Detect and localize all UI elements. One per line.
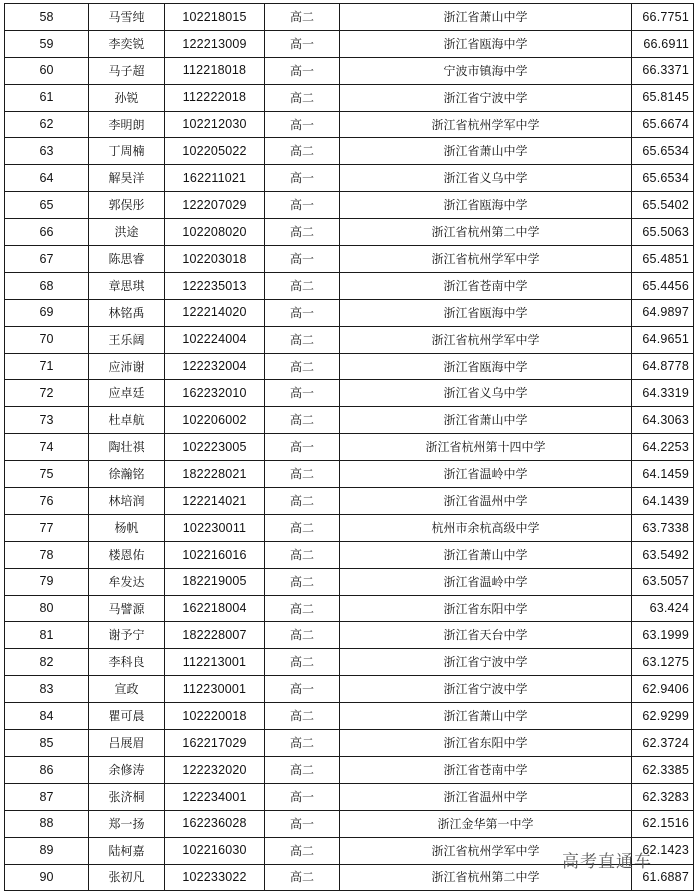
table-row xyxy=(5,353,694,380)
student-id-cell: 102205022 xyxy=(165,138,265,165)
table-row xyxy=(5,272,694,299)
rank-cell: 68 xyxy=(5,272,89,299)
rank-cell: 71 xyxy=(5,353,89,380)
rank-cell: 69 xyxy=(5,299,89,326)
rank-cell: 77 xyxy=(5,514,89,541)
score-cell: 63.1999 xyxy=(632,622,694,649)
student-id-cell: 112222018 xyxy=(165,84,265,111)
school-cell: 浙江省宁波中学 xyxy=(340,649,632,676)
grade-cell: 高一 xyxy=(265,434,340,461)
student-name-cell: 马雪纯 xyxy=(89,4,165,31)
grade-cell: 高二 xyxy=(265,730,340,757)
rank-cell: 60 xyxy=(5,57,89,84)
school-cell: 浙江省宁波中学 xyxy=(340,84,632,111)
school-cell: 浙江省义乌中学 xyxy=(340,380,632,407)
score-cell: 65.5402 xyxy=(632,192,694,219)
school-cell: 浙江省温州中学 xyxy=(340,783,632,810)
student-name-cell: 谢予宁 xyxy=(89,622,165,649)
school-cell: 浙江省天台中学 xyxy=(340,622,632,649)
student-name-cell: 李奕锐 xyxy=(89,30,165,57)
student-name-cell: 张初凡 xyxy=(89,864,165,891)
student-name-cell: 马子超 xyxy=(89,57,165,84)
score-cell: 62.9299 xyxy=(632,703,694,730)
grade-cell: 高二 xyxy=(265,461,340,488)
student-name-cell: 郑一扬 xyxy=(89,810,165,837)
school-cell: 浙江省宁波中学 xyxy=(340,676,632,703)
rank-cell: 89 xyxy=(5,837,89,864)
student-id-cell: 102233022 xyxy=(165,864,265,891)
grade-cell: 高二 xyxy=(265,541,340,568)
rank-cell: 76 xyxy=(5,488,89,515)
school-cell: 杭州市余杭高级中学 xyxy=(340,514,632,541)
grade-cell: 高二 xyxy=(265,326,340,353)
rank-cell: 75 xyxy=(5,461,89,488)
score-cell: 65.6534 xyxy=(632,138,694,165)
student-name-cell: 应沛谢 xyxy=(89,353,165,380)
rank-cell: 61 xyxy=(5,84,89,111)
student-id-cell: 122213009 xyxy=(165,30,265,57)
student-id-cell: 182219005 xyxy=(165,568,265,595)
student-name-cell: 李科良 xyxy=(89,649,165,676)
rank-cell: 64 xyxy=(5,165,89,192)
table-row xyxy=(5,165,694,192)
school-cell: 浙江省杭州学军中学 xyxy=(340,246,632,273)
table-row xyxy=(5,30,694,57)
school-cell: 浙江省瓯海中学 xyxy=(340,192,632,219)
table-row xyxy=(5,380,694,407)
student-id-cell: 162211021 xyxy=(165,165,265,192)
student-id-cell: 112213001 xyxy=(165,649,265,676)
student-id-cell: 122232020 xyxy=(165,756,265,783)
school-cell: 浙江省苍南中学 xyxy=(340,272,632,299)
score-cell: 65.4456 xyxy=(632,272,694,299)
student-id-cell: 162218004 xyxy=(165,595,265,622)
score-cell: 65.6674 xyxy=(632,111,694,138)
table-row xyxy=(5,434,694,461)
student-id-cell: 102203018 xyxy=(165,246,265,273)
school-cell: 浙江省萧山中学 xyxy=(340,4,632,31)
grade-cell: 高一 xyxy=(265,30,340,57)
student-name-cell: 张济桐 xyxy=(89,783,165,810)
school-cell: 浙江省杭州第十四中学 xyxy=(340,434,632,461)
score-cell: 64.2253 xyxy=(632,434,694,461)
student-id-cell: 102224004 xyxy=(165,326,265,353)
table-row xyxy=(5,676,694,703)
score-cell: 64.3319 xyxy=(632,380,694,407)
table-row xyxy=(5,514,694,541)
student-id-cell: 102223005 xyxy=(165,434,265,461)
student-id-cell: 102218015 xyxy=(165,4,265,31)
student-name-cell: 陶壮祺 xyxy=(89,434,165,461)
rank-cell: 85 xyxy=(5,730,89,757)
school-cell: 浙江省东阳中学 xyxy=(340,595,632,622)
score-cell: 62.3385 xyxy=(632,756,694,783)
table-row xyxy=(5,192,694,219)
school-cell: 浙江省杭州学军中学 xyxy=(340,326,632,353)
rank-cell: 63 xyxy=(5,138,89,165)
score-cell: 63.5492 xyxy=(632,541,694,568)
rank-cell: 81 xyxy=(5,622,89,649)
grade-cell: 高二 xyxy=(265,595,340,622)
grade-cell: 高二 xyxy=(265,864,340,891)
rank-cell: 74 xyxy=(5,434,89,461)
score-cell: 61.6887 xyxy=(632,864,694,891)
grade-cell: 高二 xyxy=(265,84,340,111)
student-id-cell: 102216030 xyxy=(165,837,265,864)
results-table xyxy=(4,3,694,891)
table-row xyxy=(5,541,694,568)
grade-cell: 高一 xyxy=(265,676,340,703)
student-id-cell: 122214021 xyxy=(165,488,265,515)
score-cell: 62.3283 xyxy=(632,783,694,810)
student-name-cell: 陈思睿 xyxy=(89,246,165,273)
student-name-cell: 丁周楠 xyxy=(89,138,165,165)
school-cell: 浙江省苍南中学 xyxy=(340,756,632,783)
student-id-cell: 102216016 xyxy=(165,541,265,568)
score-cell: 64.8778 xyxy=(632,353,694,380)
student-id-cell: 102208020 xyxy=(165,219,265,246)
table-row xyxy=(5,622,694,649)
student-id-cell: 102230011 xyxy=(165,514,265,541)
student-name-cell: 李明朗 xyxy=(89,111,165,138)
school-cell: 浙江省萧山中学 xyxy=(340,407,632,434)
student-name-cell: 牟发达 xyxy=(89,568,165,595)
school-cell: 浙江金华第一中学 xyxy=(340,810,632,837)
rank-cell: 87 xyxy=(5,783,89,810)
table-row xyxy=(5,488,694,515)
student-name-cell: 楼恩佑 xyxy=(89,541,165,568)
score-cell: 64.3063 xyxy=(632,407,694,434)
grade-cell: 高二 xyxy=(265,272,340,299)
student-id-cell: 122234001 xyxy=(165,783,265,810)
school-cell: 浙江省瓯海中学 xyxy=(340,30,632,57)
results-table-body xyxy=(5,4,694,891)
student-name-cell: 洪途 xyxy=(89,219,165,246)
rank-cell: 59 xyxy=(5,30,89,57)
score-cell: 62.3724 xyxy=(632,730,694,757)
grade-cell: 高二 xyxy=(265,219,340,246)
grade-cell: 高一 xyxy=(265,111,340,138)
rank-cell: 67 xyxy=(5,246,89,273)
student-name-cell: 林培润 xyxy=(89,488,165,515)
grade-cell: 高二 xyxy=(265,4,340,31)
table-row xyxy=(5,138,694,165)
rank-cell: 88 xyxy=(5,810,89,837)
grade-cell: 高一 xyxy=(265,380,340,407)
grade-cell: 高一 xyxy=(265,299,340,326)
table-row xyxy=(5,461,694,488)
school-cell: 浙江省义乌中学 xyxy=(340,165,632,192)
student-name-cell: 马譬源 xyxy=(89,595,165,622)
table-row xyxy=(5,810,694,837)
table-row xyxy=(5,246,694,273)
rank-cell: 65 xyxy=(5,192,89,219)
table-row xyxy=(5,595,694,622)
student-name-cell: 徐瀚铭 xyxy=(89,461,165,488)
student-id-cell: 162232010 xyxy=(165,380,265,407)
student-name-cell: 杜卓航 xyxy=(89,407,165,434)
rank-cell: 78 xyxy=(5,541,89,568)
rank-cell: 82 xyxy=(5,649,89,676)
grade-cell: 高二 xyxy=(265,407,340,434)
school-cell: 浙江省瓯海中学 xyxy=(340,299,632,326)
score-cell: 63.424 xyxy=(632,595,694,622)
score-cell: 65.8145 xyxy=(632,84,694,111)
student-name-cell: 应卓廷 xyxy=(89,380,165,407)
grade-cell: 高一 xyxy=(265,783,340,810)
score-cell: 64.1459 xyxy=(632,461,694,488)
school-cell: 浙江省杭州学军中学 xyxy=(340,111,632,138)
student-name-cell: 王乐阔 xyxy=(89,326,165,353)
student-id-cell: 162236028 xyxy=(165,810,265,837)
student-name-cell: 瞿可晨 xyxy=(89,703,165,730)
student-id-cell: 122235013 xyxy=(165,272,265,299)
student-name-cell: 陆柯嘉 xyxy=(89,837,165,864)
score-cell: 62.1423 xyxy=(632,837,694,864)
grade-cell: 高二 xyxy=(265,514,340,541)
score-cell: 64.9651 xyxy=(632,326,694,353)
student-name-cell: 杨帆 xyxy=(89,514,165,541)
student-id-cell: 162217029 xyxy=(165,730,265,757)
score-cell: 65.4851 xyxy=(632,246,694,273)
student-name-cell: 章思琪 xyxy=(89,272,165,299)
rank-cell: 84 xyxy=(5,703,89,730)
student-name-cell: 孙锐 xyxy=(89,84,165,111)
school-cell: 浙江省萧山中学 xyxy=(340,703,632,730)
score-cell: 66.6911 xyxy=(632,30,694,57)
school-cell: 宁波市镇海中学 xyxy=(340,57,632,84)
score-cell: 63.1275 xyxy=(632,649,694,676)
grade-cell: 高二 xyxy=(265,837,340,864)
score-cell: 66.7751 xyxy=(632,4,694,31)
score-cell: 65.5063 xyxy=(632,219,694,246)
table-row xyxy=(5,649,694,676)
student-id-cell: 102220018 xyxy=(165,703,265,730)
table-row xyxy=(5,783,694,810)
student-id-cell: 122214020 xyxy=(165,299,265,326)
student-id-cell: 122232004 xyxy=(165,353,265,380)
rank-cell: 73 xyxy=(5,407,89,434)
student-id-cell: 102212030 xyxy=(165,111,265,138)
grade-cell: 高二 xyxy=(265,649,340,676)
grade-cell: 高一 xyxy=(265,246,340,273)
score-cell: 63.7338 xyxy=(632,514,694,541)
table-row xyxy=(5,219,694,246)
grade-cell: 高二 xyxy=(265,568,340,595)
school-cell: 浙江省萧山中学 xyxy=(340,541,632,568)
student-id-cell: 182228007 xyxy=(165,622,265,649)
table-row xyxy=(5,326,694,353)
student-id-cell: 112218018 xyxy=(165,57,265,84)
table-row xyxy=(5,111,694,138)
student-name-cell: 林铭禹 xyxy=(89,299,165,326)
student-id-cell: 112230001 xyxy=(165,676,265,703)
school-cell: 浙江省杭州第二中学 xyxy=(340,864,632,891)
score-cell: 63.5057 xyxy=(632,568,694,595)
school-cell: 浙江省温岭中学 xyxy=(340,461,632,488)
school-cell: 浙江省温岭中学 xyxy=(340,568,632,595)
grade-cell: 高一 xyxy=(265,165,340,192)
score-cell: 62.1516 xyxy=(632,810,694,837)
score-cell: 66.3371 xyxy=(632,57,694,84)
table-row xyxy=(5,730,694,757)
score-cell: 64.9897 xyxy=(632,299,694,326)
score-cell: 65.6534 xyxy=(632,165,694,192)
student-name-cell: 解昊洋 xyxy=(89,165,165,192)
score-cell: 64.1439 xyxy=(632,488,694,515)
watermark-text: 高考直通车 xyxy=(562,852,652,872)
rank-cell: 80 xyxy=(5,595,89,622)
student-name-cell: 郭俣彤 xyxy=(89,192,165,219)
school-cell: 浙江省萧山中学 xyxy=(340,138,632,165)
table-row xyxy=(5,4,694,31)
school-cell: 浙江省瓯海中学 xyxy=(340,353,632,380)
rank-cell: 66 xyxy=(5,219,89,246)
student-name-cell: 宣政 xyxy=(89,676,165,703)
school-cell: 浙江省杭州第二中学 xyxy=(340,219,632,246)
score-cell: 62.9406 xyxy=(632,676,694,703)
grade-cell: 高二 xyxy=(265,703,340,730)
grade-cell: 高二 xyxy=(265,622,340,649)
grade-cell: 高一 xyxy=(265,57,340,84)
grade-cell: 高二 xyxy=(265,756,340,783)
rank-cell: 72 xyxy=(5,380,89,407)
grade-cell: 高二 xyxy=(265,138,340,165)
school-cell: 浙江省杭州学军中学 xyxy=(340,837,632,864)
table-row xyxy=(5,84,694,111)
table-row xyxy=(5,703,694,730)
rank-cell: 79 xyxy=(5,568,89,595)
rank-cell: 86 xyxy=(5,756,89,783)
student-id-cell: 182228021 xyxy=(165,461,265,488)
rank-cell: 70 xyxy=(5,326,89,353)
table-row xyxy=(5,299,694,326)
school-cell: 浙江省温州中学 xyxy=(340,488,632,515)
rank-cell: 83 xyxy=(5,676,89,703)
table-row xyxy=(5,568,694,595)
student-name-cell: 余修涛 xyxy=(89,756,165,783)
grade-cell: 高二 xyxy=(265,353,340,380)
school-cell: 浙江省东阳中学 xyxy=(340,730,632,757)
grade-cell: 高一 xyxy=(265,192,340,219)
rank-cell: 90 xyxy=(5,864,89,891)
student-id-cell: 122207029 xyxy=(165,192,265,219)
table-row xyxy=(5,756,694,783)
rank-cell: 62 xyxy=(5,111,89,138)
grade-cell: 高二 xyxy=(265,488,340,515)
grade-cell: 高一 xyxy=(265,810,340,837)
table-row xyxy=(5,407,694,434)
rank-cell: 58 xyxy=(5,4,89,31)
table-row xyxy=(5,57,694,84)
student-id-cell: 102206002 xyxy=(165,407,265,434)
student-name-cell: 吕展眉 xyxy=(89,730,165,757)
